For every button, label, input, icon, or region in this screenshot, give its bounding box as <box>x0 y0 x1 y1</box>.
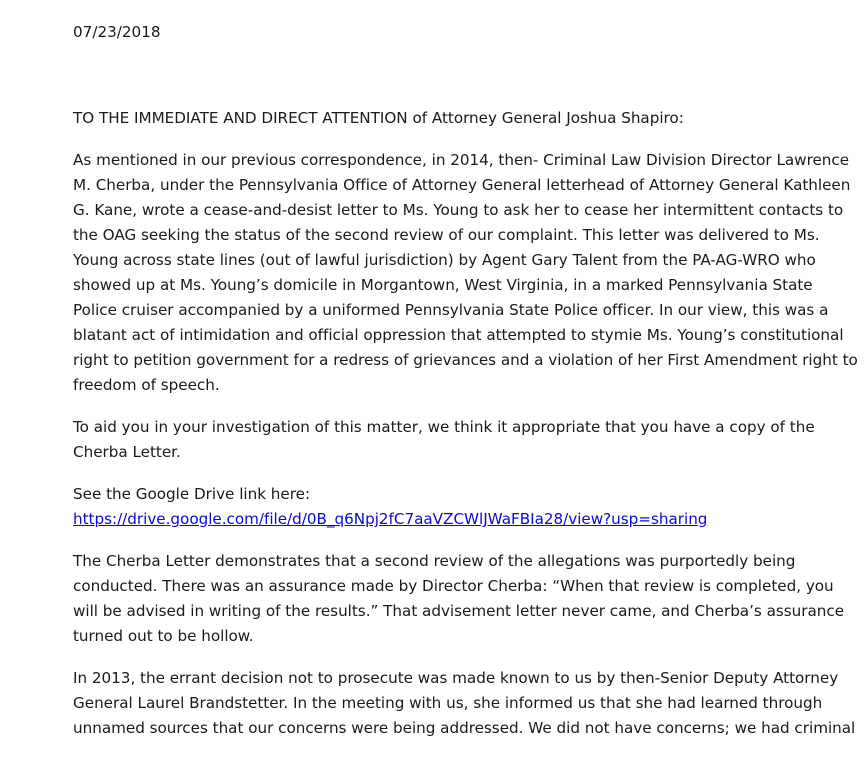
letter-body <box>73 106 858 758</box>
letter-date: 07/23/2018 <box>73 23 161 41</box>
paragraph-2013-decision: In 2013, the errant decision not to prosecute was made known to us by then-Senior Deputy Attorney General Laurel Brandstetter. In the meeting with us, she informed us that she had learned through unnamed sources that our concerns were being addressed. We did not have concerns; we had criminal <box>73 669 856 737</box>
paragraph-copy-of-letter: To aid you in your investigation of this matter, we think it appropriate that you have a copy of the Cherba Letter. <box>73 418 815 461</box>
salutation: TO THE IMMEDIATE AND DIRECT ATTENTION of Attorney General Joshua Shapiro: <box>73 109 684 127</box>
paragraph-second-review: The Cherba Letter demonstrates that a second review of the allegations was purportedly being conducted. There was an assurance made by Director Cherba: “When that review is completed, you will be advised in writing of the results.” That advisement letter never came, and Cherba’s assurance turned out to be hollow. <box>73 552 845 645</box>
paragraph-drive-link <box>73 482 858 532</box>
google-drive-link[interactable]: https://drive.google.com/file/d/0B_q6Npj2fC7aaVZCWlJWaFBIa28/view?usp=sharing <box>73 510 708 528</box>
paragraph-cherba-letter-history: As mentioned in our previous correspondence, in 2014, then- Criminal Law Division Director Lawrence M. Cherba, under the Pennsylvania Office of Attorney General letterhead of Attorney General Kathleen G. Kane, wrote a cease-and-desist letter to Ms. Young to ask her to cease her intermittent contacts to the OAG seeking the status of the second review of our complaint. This letter was delivered to Ms. Young across state lines (out of lawful jurisdiction) by Agent Gary Talent from the PA-AG-WRO who showed up at Ms. Young’s domicile in Morgantown, West Virginia, in a marked Pennsylvania State Police cruiser accompanied by a uniformed Pennsylvania State Police officer. In our view, this was a blatant act of intimidation and official oppression that attempted to stymie Ms. Young’s constitutional right to petition government for a redress of grievances and a violation of her First Amendment right to freedom of speech. <box>73 151 858 394</box>
drive-link-intro: See the Google Drive link here: <box>73 485 311 503</box>
